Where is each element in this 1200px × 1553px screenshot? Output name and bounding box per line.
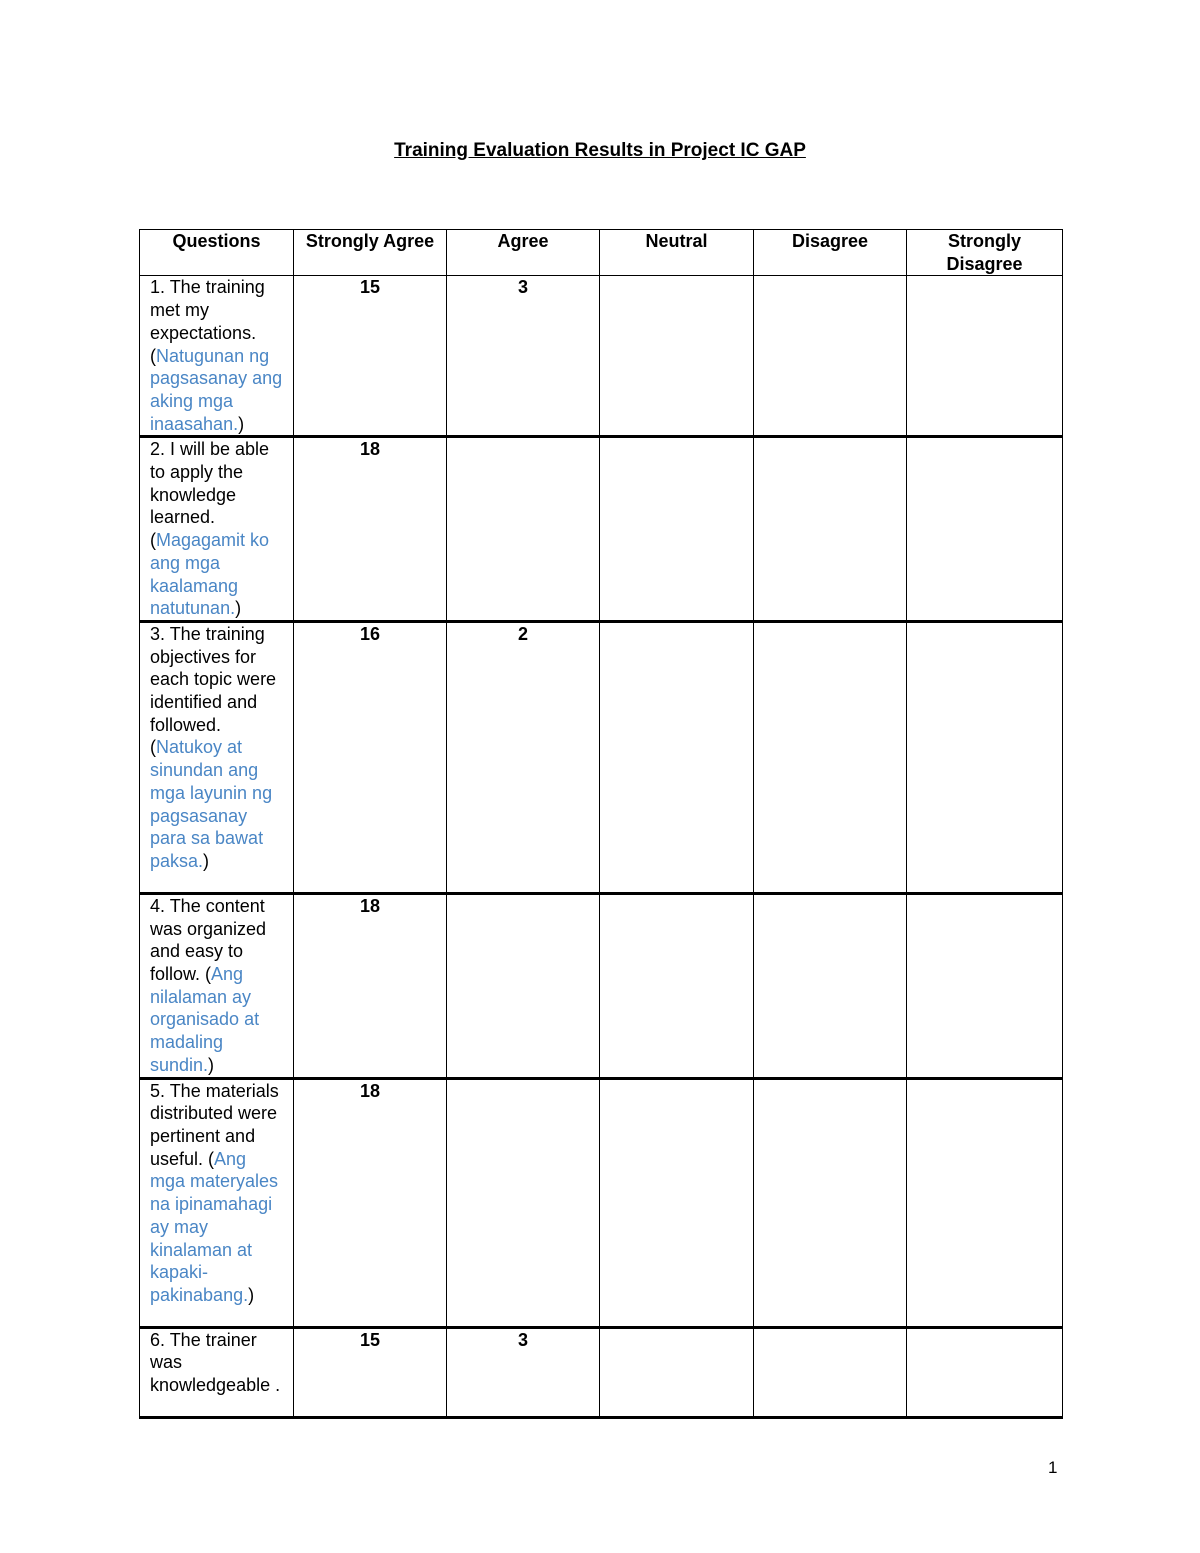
cell-agree: 2 — [447, 621, 600, 893]
question-english: 6. The trainer was knowledgeable . — [150, 1329, 281, 1395]
question-cell — [140, 1327, 294, 1417]
question-cell — [140, 893, 294, 1078]
cell-strongly-agree: 15 — [294, 1327, 447, 1417]
question-close: ) — [203, 850, 210, 871]
cell-disagree — [754, 621, 907, 893]
cell-neutral — [600, 437, 754, 622]
cell-strongly-disagree — [907, 1327, 1063, 1417]
cell-strongly-disagree — [907, 621, 1063, 893]
cell-strongly-disagree — [907, 1078, 1063, 1327]
header-agree: Agree — [447, 230, 600, 276]
question-english: 1. The training met my expectations.( — [150, 277, 265, 366]
header-disagree: Disagree — [754, 230, 907, 276]
cell-neutral — [600, 276, 754, 437]
question-cell — [140, 1078, 294, 1327]
table-row — [140, 1327, 1063, 1417]
cell-disagree — [754, 437, 907, 622]
table-header-row — [140, 230, 1063, 276]
cell-strongly-agree: 18 — [294, 1078, 447, 1327]
cell-neutral — [600, 621, 754, 893]
document-title: Training Evaluation Results in Project IC GAP — [394, 140, 806, 161]
table-row — [140, 276, 1063, 437]
table-row — [140, 621, 1063, 893]
cell-neutral — [600, 1078, 754, 1327]
cell-disagree — [754, 1327, 907, 1417]
cell-disagree — [754, 276, 907, 437]
question-cell — [140, 276, 294, 437]
cell-neutral — [600, 1327, 754, 1417]
header-questions: Questions — [140, 230, 294, 276]
table-row — [140, 893, 1063, 1078]
header-strongly-agree: Strongly Agree — [294, 230, 447, 276]
cell-agree: 3 — [447, 1327, 600, 1417]
question-filipino: Magagamit ko ang mga kaalamang natutunan. — [150, 530, 270, 619]
question-english: 4. The content was organized and easy to follow. ( — [150, 895, 267, 985]
table-row — [140, 437, 1063, 622]
cell-agree — [447, 1078, 600, 1327]
question-close: ) — [248, 1284, 255, 1305]
question-close: ) — [235, 598, 242, 619]
question-english: 2. I will be able to apply the knowledge learned. ( — [150, 439, 270, 551]
question-english: 5. The materials distributed were pertinent and useful. ( — [150, 1080, 279, 1169]
cell-strongly-agree: 18 — [294, 437, 447, 622]
question-filipino: Ang nilalaman ay organisado at madaling sundin. — [150, 964, 260, 1075]
cell-strongly-agree: 18 — [294, 893, 447, 1078]
header-neutral: Neutral — [600, 230, 754, 276]
cell-disagree — [754, 893, 907, 1078]
cell-strongly-disagree — [907, 437, 1063, 622]
cell-neutral — [600, 893, 754, 1078]
question-filipino: Natukoy at sinundan ang mga layunin ng pagsasanay para sa bawat paksa. — [150, 737, 273, 871]
cell-agree — [447, 893, 600, 1078]
question-english: 3. The training objectives for each topic were identified and followed. ( — [150, 623, 277, 758]
question-cell — [140, 437, 294, 622]
cell-disagree — [754, 1078, 907, 1327]
evaluation-table — [139, 229, 1063, 1419]
question-filipino: Natugunan ng pagsasanay ang aking mga inaasahan. — [150, 345, 283, 434]
cell-strongly-disagree — [907, 893, 1063, 1078]
question-cell — [140, 621, 294, 893]
cell-strongly-agree: 16 — [294, 621, 447, 893]
question-filipino: Ang mga materyales na ipinamahagi ay may kinalaman at kapaki-pakinabang. — [150, 1148, 279, 1305]
cell-agree: 3 — [447, 276, 600, 437]
table-row — [140, 1078, 1063, 1327]
cell-agree — [447, 437, 600, 622]
cell-strongly-agree: 15 — [294, 276, 447, 437]
question-close: ) — [238, 413, 245, 434]
question-close: ) — [208, 1054, 215, 1075]
header-strongly-disagree: Strongly Disagree — [907, 230, 1063, 276]
page-number: 1 — [1048, 1458, 1058, 1477]
cell-strongly-disagree — [907, 276, 1063, 437]
